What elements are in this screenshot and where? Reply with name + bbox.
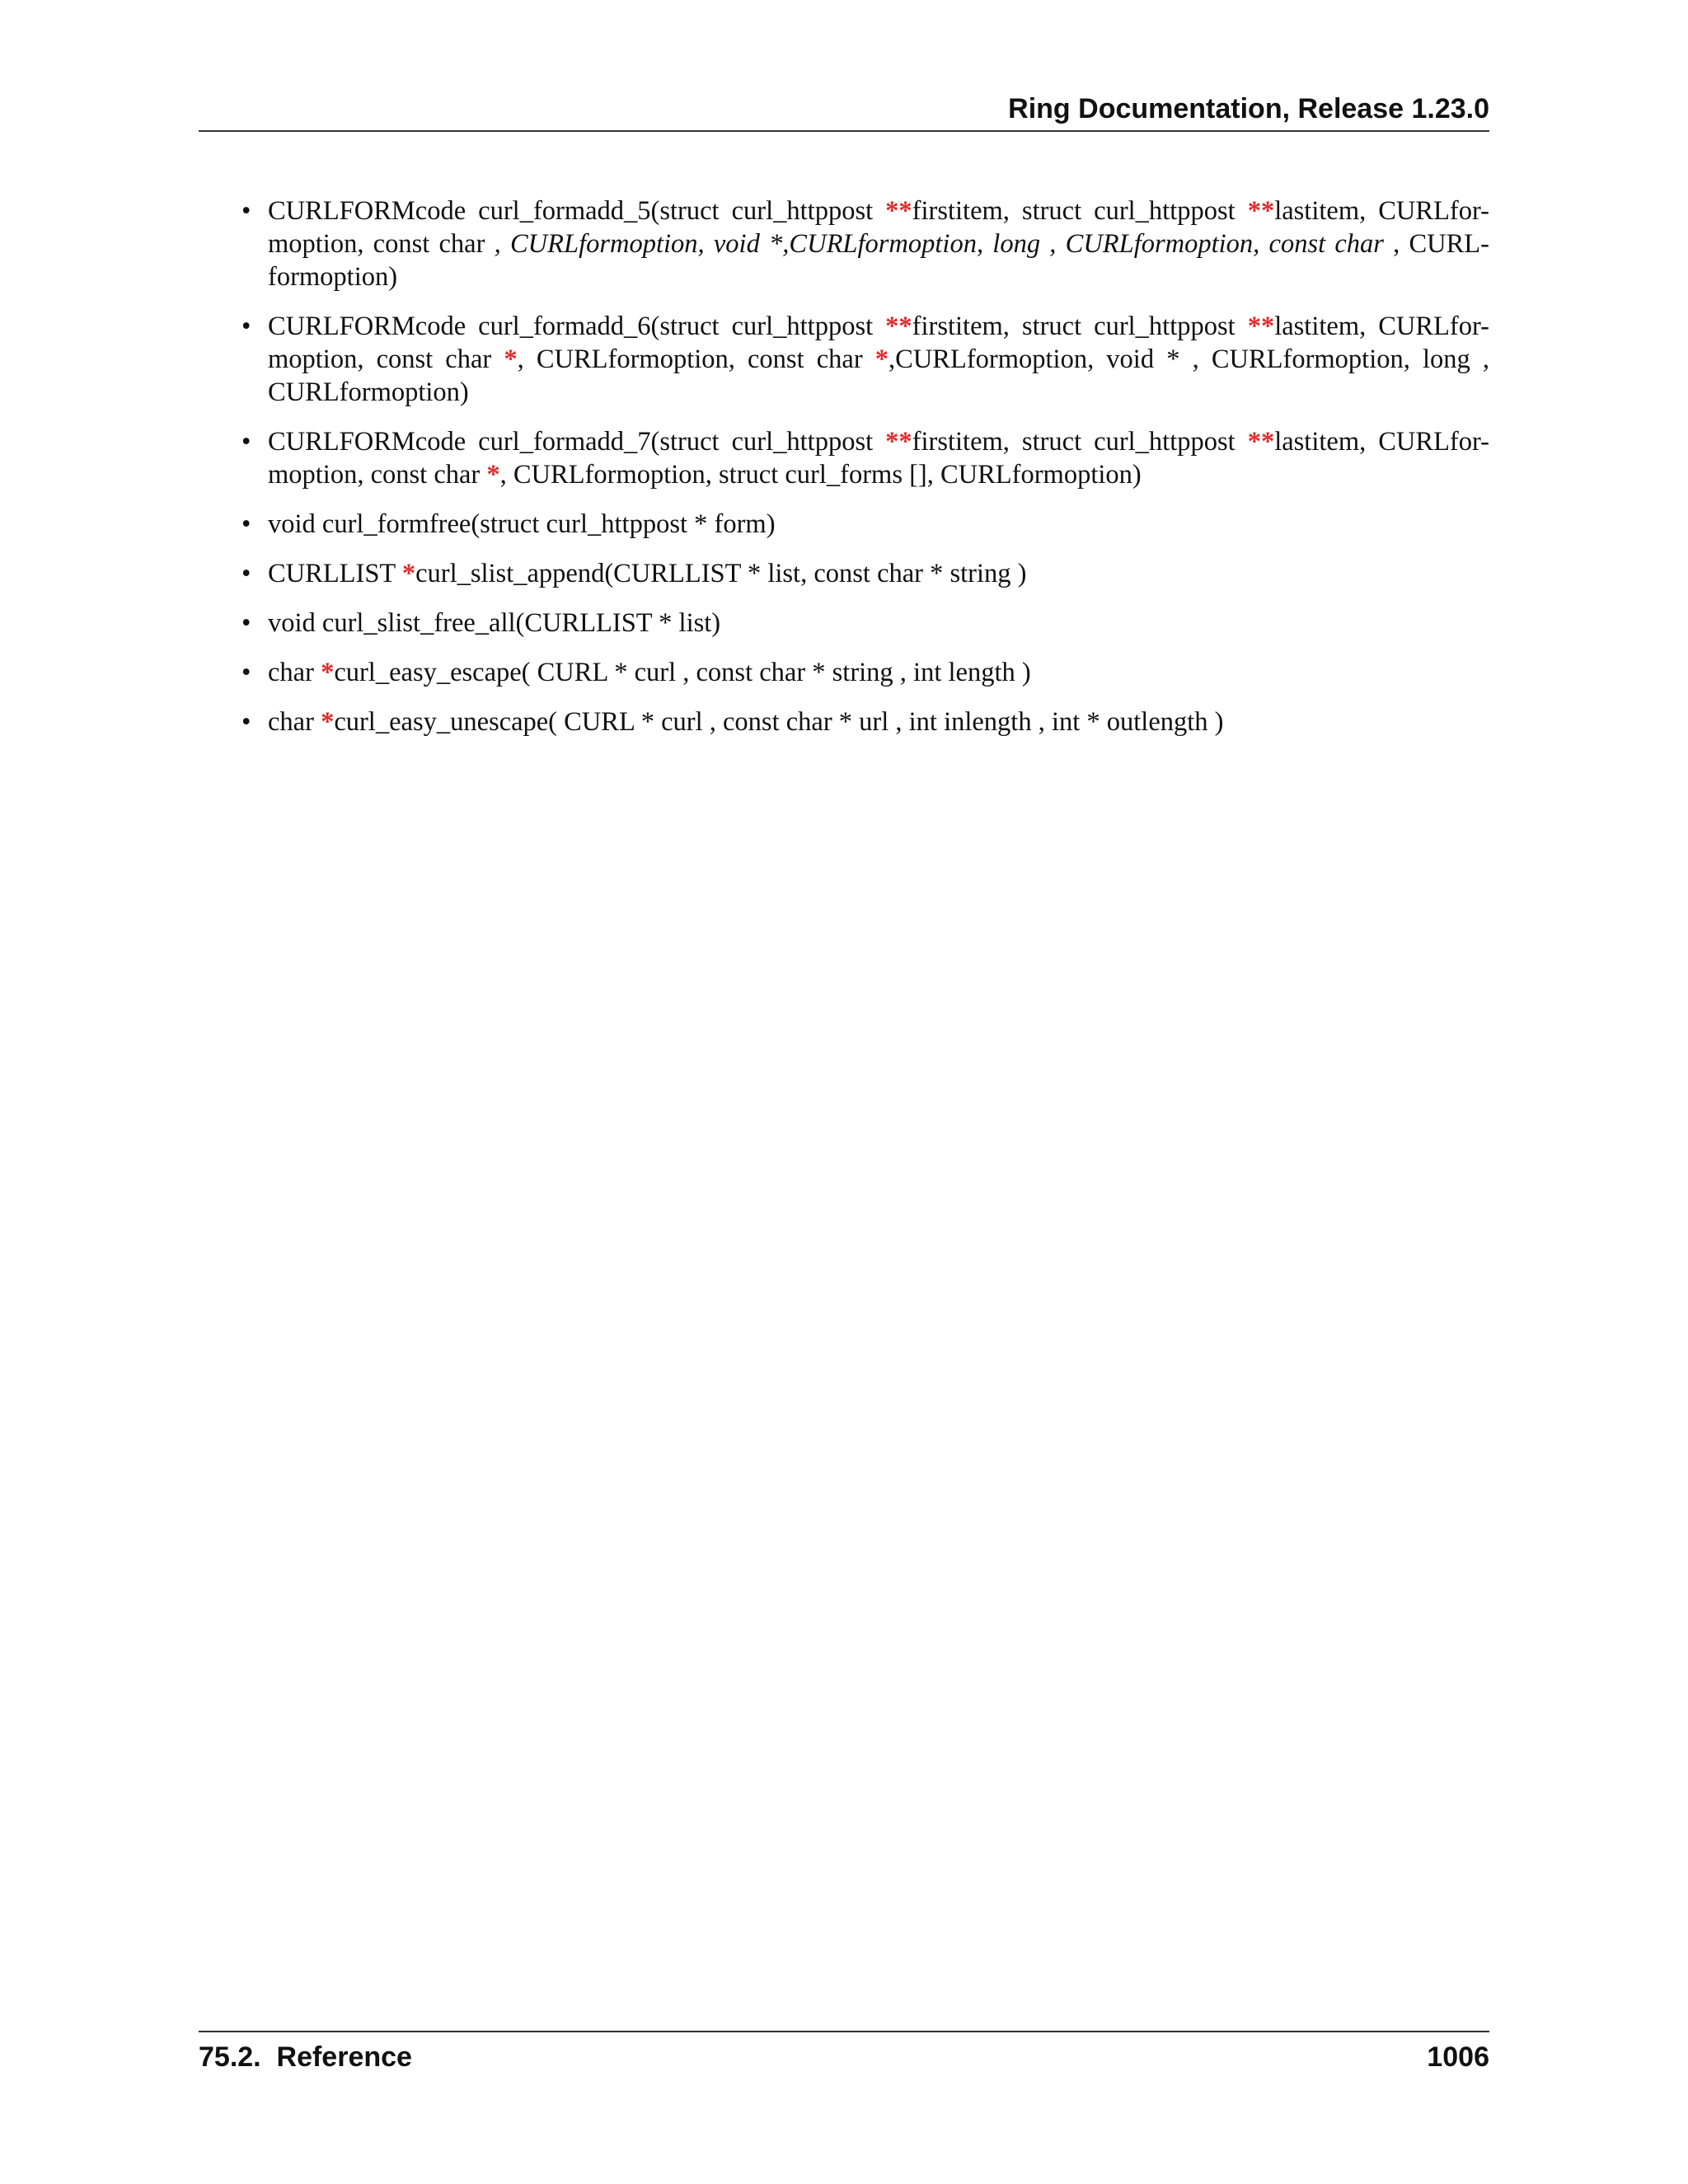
item-text: CURLFORMcode curl_formadd_7(struct curl_httppost <box>268 427 886 457</box>
item-text: curl_easy_escape( CURL * curl , const char * string , int length ) <box>334 658 1031 687</box>
pointer-marker: * <box>486 460 500 490</box>
item-text: curl_slist_append(CURLLIST * list, const char * string ) <box>415 559 1027 588</box>
document-title: Ring Documentation, Release 1.23.0 <box>1008 93 1489 124</box>
bullet: • <box>241 608 251 638</box>
bullet: • <box>241 559 251 588</box>
bullet: • <box>241 707 251 737</box>
pointer-marker: ** <box>1247 196 1275 226</box>
list-item-curl-formfree <box>199 508 1489 541</box>
item-text: lastitem, CURLfor-moption, const char <box>268 196 1489 259</box>
item-text: firstitem, struct curl_httppost <box>912 196 1248 226</box>
item-text: void curl_formfree(struct curl_httppost * form) <box>268 509 776 539</box>
item-text: , CURLformoption, struct curl_forms [], CURLformoption) <box>499 460 1142 490</box>
api-function-list <box>199 194 1489 738</box>
item-text: void curl_slist_free_all(CURLLIST * list) <box>268 608 721 638</box>
pointer-marker: ** <box>1247 427 1275 457</box>
bullet: • <box>241 509 251 539</box>
item-text: lastitem, CURLfor-moption, const char <box>268 312 1489 374</box>
item-text: curl_easy_unescape( CURL * curl , const char * url , int inlength , int * outlength ) <box>334 707 1224 737</box>
bullet: • <box>241 427 251 457</box>
item-text: , CURL-formoption) <box>268 229 1489 292</box>
item-text: ,CURLformoption, void * , CURLformoption, long , CURLformoption) <box>268 344 1490 407</box>
list-item-curl-slist-free-all <box>199 607 1489 640</box>
item-text: CURLFORMcode curl_formadd_5(struct curl_httppost <box>268 196 886 226</box>
pointer-marker: * <box>321 658 335 687</box>
item-text: char <box>268 707 321 737</box>
list-item-curl-formadd-7 <box>199 425 1489 491</box>
item-text: firstitem, struct curl_httppost <box>912 312 1248 341</box>
pointer-marker: ** <box>885 196 912 226</box>
list-item-curl-formadd-6 <box>199 310 1489 409</box>
list-item-curl-slist-append <box>199 557 1489 590</box>
pointer-marker: ** <box>885 427 912 457</box>
pointer-marker: * <box>321 707 335 737</box>
pointer-marker: ** <box>885 312 912 341</box>
item-text: CURLLIST <box>268 559 402 588</box>
pointer-marker: * <box>874 344 889 374</box>
pointer-marker: ** <box>1247 312 1275 341</box>
list-item-curl-easy-unescape <box>199 705 1489 738</box>
pointer-marker: * <box>504 344 518 374</box>
page-number: 1006 <box>1427 2041 1489 2073</box>
italic-item-text: , CURLformoption, void *,CURLformoption, long , CURLformoption, const char <box>494 229 1394 259</box>
page-footer <box>199 2031 1489 2074</box>
bullet: • <box>241 658 251 687</box>
item-text: firstitem, struct curl_httppost <box>912 427 1248 457</box>
section-title: 75.2. Reference <box>199 2041 412 2073</box>
item-text: , CURLformoption, const char <box>517 344 875 374</box>
pointer-marker: * <box>401 559 416 588</box>
bullet: • <box>241 196 251 226</box>
item-text: CURLFORMcode curl_formadd_6(struct curl_httppost <box>268 312 886 341</box>
item-text: char <box>268 658 321 687</box>
list-item-curl-formadd-5 <box>199 194 1489 293</box>
bullet: • <box>241 312 251 341</box>
page-content <box>199 194 1489 755</box>
item-text: lastitem, CURLfor-moption, const char <box>268 427 1489 490</box>
list-item-curl-easy-escape <box>199 656 1489 689</box>
page-header <box>199 92 1489 132</box>
